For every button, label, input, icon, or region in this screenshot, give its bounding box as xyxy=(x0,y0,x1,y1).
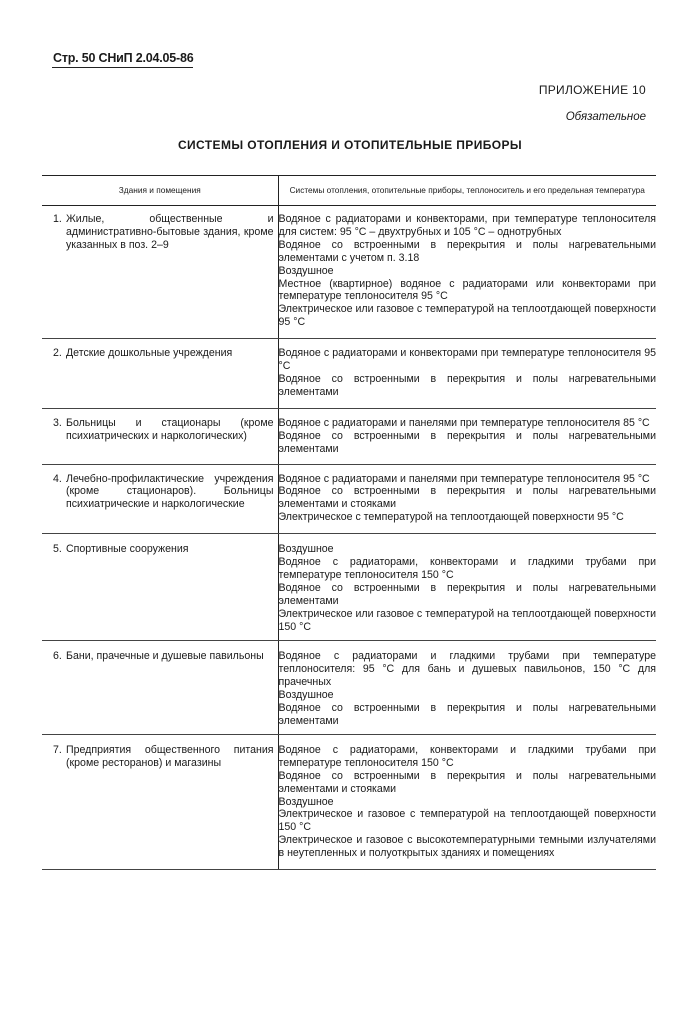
building-name: Больницы и стационары (кроме психиатрических и наркологических) xyxy=(66,416,274,442)
building-cell xyxy=(42,641,278,734)
heating-system-item: Водяное с радиаторами и панелями при температуре теплоносителя 85 °С xyxy=(278,416,650,429)
row-number: 3. xyxy=(53,416,62,429)
row-number: 7. xyxy=(53,743,62,756)
heating-system-item: Водяное со встроенными в перекрытия и полы нагревательными элементами xyxy=(278,372,656,398)
row-number: 1. xyxy=(53,213,62,225)
heating-system-item: Местное (квартирное) водяное с радиаторами или конвекторами при температуре теплоносителя 95 °С xyxy=(278,277,656,303)
heating-system-item: Водяное с радиаторами и конвекторами при температуре теплоносителя 95 °С xyxy=(278,347,656,373)
heating-system-item: Водяное со встроенными в перекрытия и полы нагревательными элементами и стояками xyxy=(278,769,656,795)
building-cell xyxy=(42,206,278,339)
building-name: Лечебно-профилактические учреждения (кроме стационаров). Больницы психиатрические и наркологические xyxy=(66,472,274,511)
building-name: Детские дошкольные учреждения xyxy=(66,347,233,360)
systems-cell xyxy=(278,464,656,534)
heating-system-item: Водяное со встроенными в перекрытия и полы нагревательными элементами xyxy=(278,702,656,727)
header-underline xyxy=(52,67,193,68)
row-number: 4. xyxy=(53,472,62,485)
row-number: 6. xyxy=(53,650,62,663)
heating-system-item: Электрическое и газовое с высокотемпературными темными излучателями в неутепленных и полуоткрытых зданиях и помещениях xyxy=(278,834,656,860)
row-number: 2. xyxy=(53,347,62,360)
building-cell xyxy=(42,339,278,409)
table-row xyxy=(42,408,656,464)
table-row xyxy=(42,734,656,869)
building-cell xyxy=(42,408,278,464)
heating-system-item: Электрическое и газовое с температурой на теплоотдающей поверхности 150 °С xyxy=(278,808,656,834)
heating-system-item: Воздушное xyxy=(278,264,334,277)
systems-cell xyxy=(278,206,656,339)
table-body xyxy=(42,206,656,870)
table-row xyxy=(42,339,656,409)
row-number: 5. xyxy=(53,543,62,556)
building-cell xyxy=(42,534,278,641)
heating-system-item: Водяное с радиаторами, конвекторами и гладкими трубами при температуре теплоносителя 150 °С xyxy=(278,743,656,769)
table-row xyxy=(42,641,656,734)
heating-system-item: Водяное со встроенными в перекрытия и полы нагревательными элементами с учетом п. 3.18 xyxy=(278,238,656,264)
heating-system-item: Водяное с радиаторами и панелями при температуре теплоносителя 95 °С xyxy=(278,472,650,485)
building-cell xyxy=(42,734,278,869)
heating-system-item: Водяное со встроенными в перекрытия и полы нагревательными элементами и стояками xyxy=(278,485,656,511)
appendix-label: ПРИЛОЖЕНИЕ 10 xyxy=(538,83,646,97)
heating-system-item: Воздушное xyxy=(278,795,334,808)
page-header: Стр. 50 СНиП 2.04.05-86 xyxy=(53,51,194,65)
heating-system-item: Водяное с радиаторами и гладкими трубами при температуре теплоносителя: 95 °С для бань и душевых павильонов, 150 °С для прачечных xyxy=(278,650,656,689)
heating-system-item: Электрическое или газовое с температурой на теплоотдающей поверхности 150 °С xyxy=(278,607,656,633)
systems-cell xyxy=(278,534,656,641)
table-row xyxy=(42,464,656,534)
heating-system-item: Электрическое с температурой на теплоотдающей поверхности 95 °С xyxy=(278,511,624,524)
table-row xyxy=(42,206,656,339)
systems-cell xyxy=(278,734,656,869)
heating-systems-table xyxy=(42,175,656,870)
building-name: Жилые, общественные и административно-бытовые здания, кроме указанных в поз. 2–9 xyxy=(66,213,274,251)
page-title: СИСТЕМЫ ОТОПЛЕНИЯ И ОТОПИТЕЛЬНЫЕ ПРИБОРЫ xyxy=(177,138,523,152)
systems-cell xyxy=(278,641,656,734)
heating-system-item: Электрическое или газовое с температурой на теплоотдающей поверхности 95 °С xyxy=(278,303,656,329)
heating-system-item: Воздушное xyxy=(278,689,334,702)
heating-system-item: Водяное с радиаторами, конвекторами и гладкими трубами при температуре теплоносителя 150 °С xyxy=(278,556,656,581)
heating-system-item: Водяное с радиаторами и конвекторами, при температуре теплоносителя для систем: 95 °С – двухтрубных и 105 °С – однотрубных xyxy=(278,213,656,238)
heating-system-item: Водяное со встроенными в перекрытия и полы нагревательными элементами xyxy=(278,581,656,607)
column-header-buildings: Здания и помещения xyxy=(42,176,278,206)
table-row xyxy=(42,534,656,641)
heating-system-item: Водяное со встроенными в перекрытия и полы нагревательными элементами xyxy=(278,429,656,455)
building-cell xyxy=(42,464,278,534)
heating-system-item: Воздушное xyxy=(278,543,334,556)
table-header-row xyxy=(42,176,656,206)
column-header-systems: Системы отопления, отопительные приборы, теплоноситель и его предельная температура xyxy=(278,176,656,206)
building-name: Спортивные сооружения xyxy=(66,543,189,556)
building-name: Предприятия общественного питания (кроме ресторанов) и магазины xyxy=(66,743,274,769)
appendix-status: Обязательное xyxy=(565,111,646,123)
systems-cell xyxy=(278,408,656,464)
systems-cell xyxy=(278,339,656,409)
building-name: Бани, прачечные и душевые павильоны xyxy=(66,650,264,663)
